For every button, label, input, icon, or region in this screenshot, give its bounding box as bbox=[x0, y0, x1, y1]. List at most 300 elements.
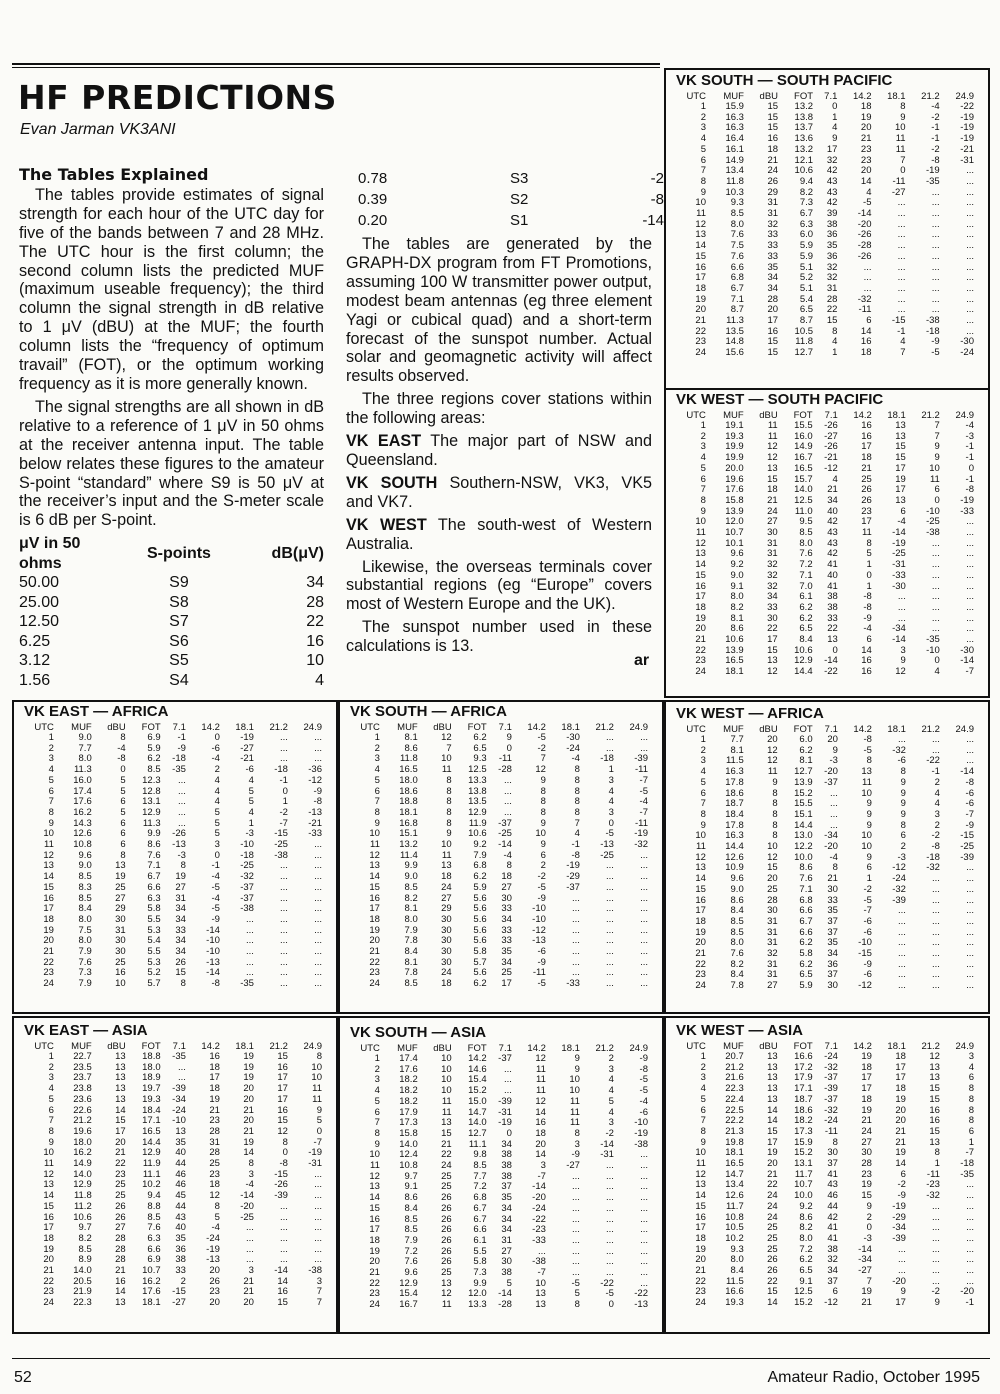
table-cell: 9 bbox=[866, 1200, 872, 1212]
table-cell: -36 bbox=[308, 764, 322, 776]
table-cell: 18 bbox=[861, 1061, 872, 1073]
table-row bbox=[670, 778, 974, 789]
table-cell: 42 bbox=[827, 1211, 838, 1223]
column-header: 24.9 bbox=[629, 1042, 648, 1054]
table-cell: 2 bbox=[866, 1211, 872, 1223]
table-cell: -7 bbox=[965, 1147, 974, 1159]
table-row bbox=[670, 102, 974, 113]
table-cell: 11 bbox=[570, 1117, 580, 1129]
table-cell: ... bbox=[640, 978, 648, 990]
table-cell: ... bbox=[829, 787, 838, 799]
table-cell: ... bbox=[314, 1179, 322, 1191]
table-cell: 15 bbox=[695, 1200, 706, 1212]
table-cell: -19 bbox=[634, 1127, 648, 1139]
table-cell: 15 bbox=[767, 1286, 778, 1298]
table-cell: 20 bbox=[115, 1136, 126, 1148]
table-cell: 15 bbox=[929, 1093, 940, 1105]
table-cell: 16 bbox=[43, 1211, 54, 1223]
table-cell: 29 bbox=[767, 186, 779, 198]
spoint-row bbox=[358, 169, 664, 188]
table-title: VK WEST — ASIA bbox=[676, 1021, 803, 1039]
table-cell: 42 bbox=[826, 165, 838, 177]
table-row bbox=[670, 614, 974, 625]
table-cell: 19 bbox=[115, 871, 126, 883]
table-cell: -39 bbox=[892, 894, 906, 906]
table-cell: 24 bbox=[441, 967, 452, 979]
table-cell: 16.0 bbox=[73, 774, 92, 786]
table-cell: 5.3 bbox=[147, 956, 161, 968]
table-cell: 6.6 bbox=[799, 926, 813, 938]
table-cell: ... bbox=[572, 1202, 580, 1214]
table-cell: 5 bbox=[866, 548, 872, 560]
table-cell: 21 bbox=[767, 154, 779, 166]
table-cell: 16.3 bbox=[725, 111, 744, 123]
table-cell: 23.5 bbox=[73, 1061, 92, 1073]
table-cell: 8.0 bbox=[78, 753, 92, 765]
table-cell: 4 bbox=[832, 473, 838, 485]
table-cell: 30 bbox=[501, 1256, 512, 1268]
table-row bbox=[670, 1191, 974, 1202]
table-cell: 17 bbox=[277, 1093, 288, 1105]
table-cell: -32 bbox=[926, 862, 940, 874]
table-cell: 16.3 bbox=[725, 830, 744, 842]
table-cell: 21 bbox=[115, 1147, 126, 1159]
table-cell: ... bbox=[966, 1222, 974, 1234]
table-cell: 2 bbox=[48, 742, 54, 754]
table-cell: -11 bbox=[858, 304, 872, 316]
region-name: VK SOUTH bbox=[346, 473, 438, 492]
table-row bbox=[344, 936, 648, 947]
table-cell: 7.0 bbox=[799, 580, 813, 592]
section-heading: The Tables Explained bbox=[19, 165, 209, 184]
table-cell: -19 bbox=[960, 111, 974, 123]
table-cell: ... bbox=[606, 1160, 614, 1172]
table-cell: 15 bbox=[929, 1083, 940, 1095]
table-cell: 10 bbox=[569, 1074, 580, 1086]
table-cell: 5.6 bbox=[473, 935, 487, 947]
table-cell: ... bbox=[897, 293, 906, 305]
table-cell: -20 bbox=[857, 218, 872, 230]
table-cell: ... bbox=[503, 1063, 512, 1075]
table-cell: 11.8 bbox=[399, 753, 418, 765]
table-cell: -2 bbox=[931, 111, 940, 123]
table-cell: 15 bbox=[277, 1297, 288, 1309]
table-cell: 4 bbox=[934, 666, 940, 678]
column-header: 21.2 bbox=[595, 721, 614, 733]
table-cell: 13 bbox=[115, 1051, 126, 1062]
table-cell: 19.9 bbox=[725, 441, 744, 453]
column-header: MUF bbox=[71, 721, 92, 733]
table-cell: -8 bbox=[863, 734, 872, 745]
table-cell: 8 bbox=[900, 819, 906, 831]
table-row bbox=[670, 1148, 974, 1159]
table-row bbox=[670, 528, 974, 539]
table-cell: -33 bbox=[892, 569, 906, 581]
column-header: MUF bbox=[723, 409, 744, 421]
table-cell: 6.0 bbox=[799, 229, 814, 241]
table-cell: -25 bbox=[240, 860, 254, 872]
table-cell: -1 bbox=[177, 732, 186, 743]
table-row bbox=[670, 442, 974, 453]
table-cell: -3 bbox=[965, 430, 974, 442]
table-row bbox=[670, 560, 974, 571]
table-cell: -34 bbox=[892, 623, 906, 635]
table-cell: 16 bbox=[369, 1213, 380, 1225]
table-cell: 4 bbox=[608, 796, 614, 808]
table-row bbox=[344, 894, 648, 905]
table-cell: 6.7 bbox=[799, 915, 813, 927]
table-cell: 13 bbox=[767, 1061, 778, 1073]
table-cell: -3 bbox=[897, 851, 906, 863]
table-cell: -35 bbox=[172, 764, 186, 776]
table-cell: ... bbox=[280, 978, 288, 990]
table-cell: 18.1 bbox=[142, 1297, 161, 1309]
table-cell: ... bbox=[932, 1232, 940, 1244]
table-cell: -34 bbox=[172, 1093, 186, 1105]
table-cell: 11 bbox=[861, 527, 872, 539]
table-cell: ... bbox=[314, 892, 322, 904]
table-row bbox=[670, 241, 974, 252]
table-cell: -4 bbox=[117, 742, 126, 754]
table-cell: ... bbox=[177, 1072, 186, 1084]
table-cell: 8.0 bbox=[78, 913, 92, 925]
table-cell: 18 bbox=[860, 101, 872, 112]
spoint-s: S6 bbox=[169, 632, 189, 650]
table-cell: 8 bbox=[446, 806, 452, 818]
table-row bbox=[18, 979, 322, 990]
column-header: 24.9 bbox=[955, 90, 974, 102]
table-cell: 16 bbox=[277, 1286, 288, 1298]
table-cell: 23 bbox=[369, 967, 380, 979]
table-cell: 9 bbox=[900, 798, 906, 810]
table-cell: 43 bbox=[827, 527, 838, 539]
table-cell: -18 bbox=[240, 849, 254, 861]
table-cell: 20 bbox=[767, 873, 778, 885]
table-cell: -14 bbox=[892, 634, 906, 646]
region-desc: The south-west of Western Australia. bbox=[346, 515, 652, 553]
table-cell: 22 bbox=[827, 623, 838, 635]
table-cell: 12.0 bbox=[725, 516, 744, 528]
table-cell: 2 bbox=[700, 1061, 706, 1073]
table-cell: 34 bbox=[767, 272, 779, 284]
table-row bbox=[670, 1277, 974, 1288]
table-cell: ... bbox=[246, 913, 254, 925]
table-cell: 9.1 bbox=[730, 580, 744, 592]
table-cell: 30 bbox=[827, 980, 838, 992]
column-header: FOT bbox=[141, 721, 161, 733]
table-cell: 7 bbox=[446, 742, 452, 754]
table-cell: -39 bbox=[172, 1083, 186, 1095]
table-cell: 15 bbox=[175, 967, 186, 979]
table-cell: 13 bbox=[767, 1051, 778, 1062]
table-cell: ... bbox=[177, 774, 186, 786]
table-cell: -32 bbox=[892, 744, 906, 756]
table-cell: 7 bbox=[316, 1297, 322, 1309]
table-cell: 5 bbox=[120, 806, 126, 818]
table-cell: 38 bbox=[827, 591, 838, 603]
table-cell: ... bbox=[932, 744, 940, 756]
table-cell: -15 bbox=[960, 830, 974, 842]
table-row bbox=[18, 744, 322, 755]
table-cell: 15.2 bbox=[794, 1147, 813, 1159]
table-cell: -31 bbox=[960, 154, 974, 166]
table-cell: 21 bbox=[43, 946, 54, 958]
table-cell: -6 bbox=[965, 798, 974, 810]
table-cell: 2 bbox=[374, 742, 380, 754]
table-cell: 16.2 bbox=[142, 1275, 161, 1287]
table-cell: 8.5 bbox=[78, 871, 92, 883]
table-cell: 8.2 bbox=[78, 1232, 92, 1244]
table-cell: 7 bbox=[700, 484, 706, 496]
table-cell: 5.2 bbox=[799, 272, 814, 284]
table-cell: 14.6 bbox=[468, 1063, 487, 1075]
table-cell: -26 bbox=[172, 828, 186, 840]
spoint-db: 10 bbox=[306, 652, 324, 670]
table-cell: 8 bbox=[540, 785, 546, 797]
table-cell: ... bbox=[246, 1243, 254, 1255]
table-cell: 6.3 bbox=[147, 1232, 161, 1244]
table-cell: -4 bbox=[931, 101, 940, 112]
table-cell: -24 bbox=[206, 1232, 220, 1244]
table-cell: 17 bbox=[861, 1072, 872, 1084]
table-cell: 6.2 bbox=[799, 744, 813, 756]
table-cell: 34 bbox=[827, 1265, 838, 1277]
table-cell: ... bbox=[897, 272, 906, 284]
table-cell: -4 bbox=[571, 753, 580, 765]
table-cell: 13 bbox=[695, 229, 706, 241]
table-cell: 12.9 bbox=[794, 655, 813, 667]
table-cell: 9 bbox=[446, 828, 452, 840]
table-cell: 40 bbox=[827, 569, 838, 581]
table-cell: ... bbox=[280, 935, 288, 947]
table-cell: 10 bbox=[441, 1085, 452, 1097]
table-cell: 16.2 bbox=[73, 806, 92, 818]
table-cell: -7 bbox=[537, 1170, 546, 1182]
table-cell: ... bbox=[640, 1224, 648, 1236]
table-cell: 23 bbox=[43, 1286, 54, 1298]
table-cell: 23 bbox=[860, 143, 872, 155]
table-cell: -39 bbox=[274, 1190, 288, 1202]
table-cell: 8.0 bbox=[730, 591, 744, 603]
table-cell: 19 bbox=[895, 1093, 906, 1105]
table-cell: 20.0 bbox=[725, 462, 744, 474]
table-cell: 13.4 bbox=[725, 1179, 744, 1191]
column-header: dBU bbox=[107, 721, 126, 733]
table-cell: 4 bbox=[934, 787, 940, 799]
table-cell: -38 bbox=[926, 527, 940, 539]
table-cell: 11.8 bbox=[795, 336, 814, 348]
table-cell: 11.8 bbox=[726, 175, 744, 187]
table-cell: 9 bbox=[900, 1286, 906, 1298]
table-cell: ... bbox=[966, 208, 974, 220]
table-cell: 16 bbox=[861, 666, 872, 678]
table-cell: 20 bbox=[827, 734, 838, 745]
table-cell: 12 bbox=[767, 744, 778, 756]
table-cell: 8.4 bbox=[730, 1265, 744, 1277]
table-row bbox=[18, 1234, 322, 1245]
table-cell: 7.6 bbox=[799, 548, 813, 560]
table-cell: 14.8 bbox=[725, 336, 744, 348]
column-header: 21.2 bbox=[921, 409, 940, 421]
table-row bbox=[344, 1257, 648, 1268]
table-cell: ... bbox=[640, 1192, 648, 1204]
table-cell: 8.1 bbox=[404, 903, 418, 915]
table-cell: -38 bbox=[925, 315, 940, 327]
table-cell: 11.5 bbox=[725, 755, 744, 767]
table-cell: 25 bbox=[115, 956, 126, 968]
table-cell: 21 bbox=[695, 1265, 706, 1277]
table-cell: 38 bbox=[827, 601, 838, 613]
table-cell: 7.6 bbox=[730, 250, 744, 262]
table-cell: -39 bbox=[960, 851, 974, 863]
table-cell: 8 bbox=[832, 862, 838, 874]
table-cell: 27 bbox=[175, 881, 186, 893]
table-cell: 14 bbox=[767, 1297, 778, 1309]
table-cell: 2 bbox=[540, 860, 546, 872]
table-cell: 8 bbox=[180, 860, 186, 872]
table-cell: 32 bbox=[826, 272, 838, 284]
table-cell: 17 bbox=[895, 1061, 906, 1073]
table-header-row bbox=[670, 90, 974, 102]
table-cell: 18 bbox=[209, 1061, 220, 1073]
table-cell: 37 bbox=[501, 1181, 512, 1193]
table-cell: 13.3 bbox=[468, 774, 487, 786]
table-cell: -19 bbox=[566, 860, 580, 872]
table-cell: ... bbox=[314, 849, 322, 861]
table-cell: 8 bbox=[866, 755, 872, 767]
table-cell: 12 bbox=[43, 849, 54, 861]
table-row bbox=[670, 220, 974, 231]
table-cell: 7.2 bbox=[799, 559, 813, 571]
table-cell: ... bbox=[314, 871, 322, 883]
table-cell: ... bbox=[932, 937, 940, 949]
table-cell: 26 bbox=[441, 1256, 452, 1268]
table-cell: ... bbox=[640, 1213, 648, 1225]
table-cell: ... bbox=[640, 732, 648, 743]
table-cell: -4 bbox=[503, 849, 512, 861]
table-cell: 6.8 bbox=[473, 860, 487, 872]
table-cell: 8.5 bbox=[730, 208, 744, 220]
table-cell: 15 bbox=[767, 1125, 778, 1137]
table-cell: 5.3 bbox=[147, 924, 161, 936]
table-cell: ... bbox=[829, 798, 838, 810]
spoint-s: S4 bbox=[169, 671, 189, 689]
table-cell: 31 bbox=[767, 537, 778, 549]
table-cell: 11 bbox=[370, 839, 380, 851]
table-cell: 31 bbox=[767, 958, 778, 970]
table-cell: -9 bbox=[965, 819, 974, 831]
table-cell: 4 bbox=[608, 1085, 614, 1097]
table-cell: ... bbox=[280, 913, 288, 925]
table-cell: -8 bbox=[965, 484, 974, 496]
table-cell: 7 bbox=[540, 753, 546, 765]
table-cell: 20 bbox=[43, 1254, 54, 1266]
table-cell: 1 bbox=[374, 1053, 380, 1064]
table-cell: ... bbox=[897, 218, 906, 230]
table-cell: 9 bbox=[700, 1136, 706, 1148]
table-cell: 18 bbox=[441, 978, 452, 990]
table-cell: -6 bbox=[245, 764, 254, 776]
table-cell: -14 bbox=[498, 839, 512, 851]
spoint-uv: 25.00 bbox=[19, 593, 60, 611]
table-cell: ... bbox=[503, 785, 512, 797]
table-cell: 17.4 bbox=[399, 1053, 418, 1064]
table-cell: 26 bbox=[767, 1254, 778, 1266]
table-row bbox=[18, 1095, 322, 1106]
table-row bbox=[670, 1202, 974, 1213]
table-cell: 32 bbox=[767, 948, 778, 960]
table-cell: 9.6 bbox=[78, 849, 92, 861]
table-cell: 10 bbox=[929, 462, 940, 474]
table-cell: 12.7 bbox=[468, 1127, 487, 1139]
table-cell: 7.8 bbox=[404, 935, 418, 947]
table-cell: ... bbox=[932, 915, 940, 927]
table-cell: 20.7 bbox=[725, 1051, 744, 1062]
table-cell: 14.0 bbox=[399, 1138, 418, 1150]
table-cell: ... bbox=[280, 1211, 288, 1223]
table-header-row bbox=[344, 721, 648, 733]
table-cell: 3 bbox=[934, 808, 940, 820]
table-row bbox=[344, 1289, 648, 1300]
table-cell: 14 bbox=[695, 873, 706, 885]
table-cell: 11 bbox=[441, 1299, 452, 1311]
table-cell: 19 bbox=[243, 1061, 254, 1073]
table-cell: 21 bbox=[695, 315, 706, 327]
table-cell: 26 bbox=[767, 1265, 778, 1277]
table-title: VK SOUTH — ASIA bbox=[350, 1023, 487, 1041]
table-cell: 25 bbox=[115, 881, 126, 893]
table-cell: 3 bbox=[48, 753, 54, 765]
table-cell: 10 bbox=[767, 841, 778, 853]
table-cell: 21 bbox=[243, 1104, 254, 1116]
table-cell: 10.6 bbox=[794, 165, 814, 177]
table-cell: 7.3 bbox=[473, 1267, 487, 1279]
table-cell: 9.2 bbox=[473, 839, 487, 851]
table-cell: 21 bbox=[695, 634, 706, 646]
table-cell: 8.5 bbox=[78, 1243, 92, 1255]
table-cell: 11.1 bbox=[468, 1138, 487, 1150]
table-row bbox=[344, 915, 648, 926]
table-cell: 11 bbox=[536, 1074, 546, 1086]
column-header: dBU bbox=[759, 409, 778, 421]
table-cell: 26 bbox=[441, 1192, 452, 1204]
table-cell: ... bbox=[572, 903, 580, 915]
table-cell: 8 bbox=[574, 764, 580, 776]
table-cell: ... bbox=[314, 732, 322, 743]
table-cell: 10 bbox=[43, 1147, 54, 1159]
table-cell: -4 bbox=[211, 871, 220, 883]
table-row bbox=[670, 1245, 974, 1256]
table-cell: 17 bbox=[277, 1083, 288, 1095]
column-header: UTC bbox=[34, 1040, 54, 1052]
table-cell: ... bbox=[897, 591, 906, 603]
table-cell: 0 bbox=[968, 462, 974, 474]
table-cell: 6.2 bbox=[147, 753, 161, 765]
table-cell: 6.7 bbox=[730, 282, 744, 294]
table-cell: -21 bbox=[824, 452, 838, 464]
table-cell: 11.9 bbox=[142, 1158, 161, 1170]
table-cell: 23.6 bbox=[73, 1093, 92, 1105]
table-cell: -19 bbox=[206, 1243, 220, 1255]
table-cell: ... bbox=[966, 229, 974, 241]
table-cell: -5 bbox=[863, 197, 872, 209]
table-cell: 13 bbox=[535, 1299, 546, 1311]
table-cell: 18.7 bbox=[794, 1093, 813, 1105]
table-cell: 6.2 bbox=[799, 937, 813, 949]
table-cell: -5 bbox=[211, 903, 220, 915]
table-cell: 12 bbox=[441, 732, 452, 743]
table-cell: ... bbox=[606, 1234, 614, 1246]
